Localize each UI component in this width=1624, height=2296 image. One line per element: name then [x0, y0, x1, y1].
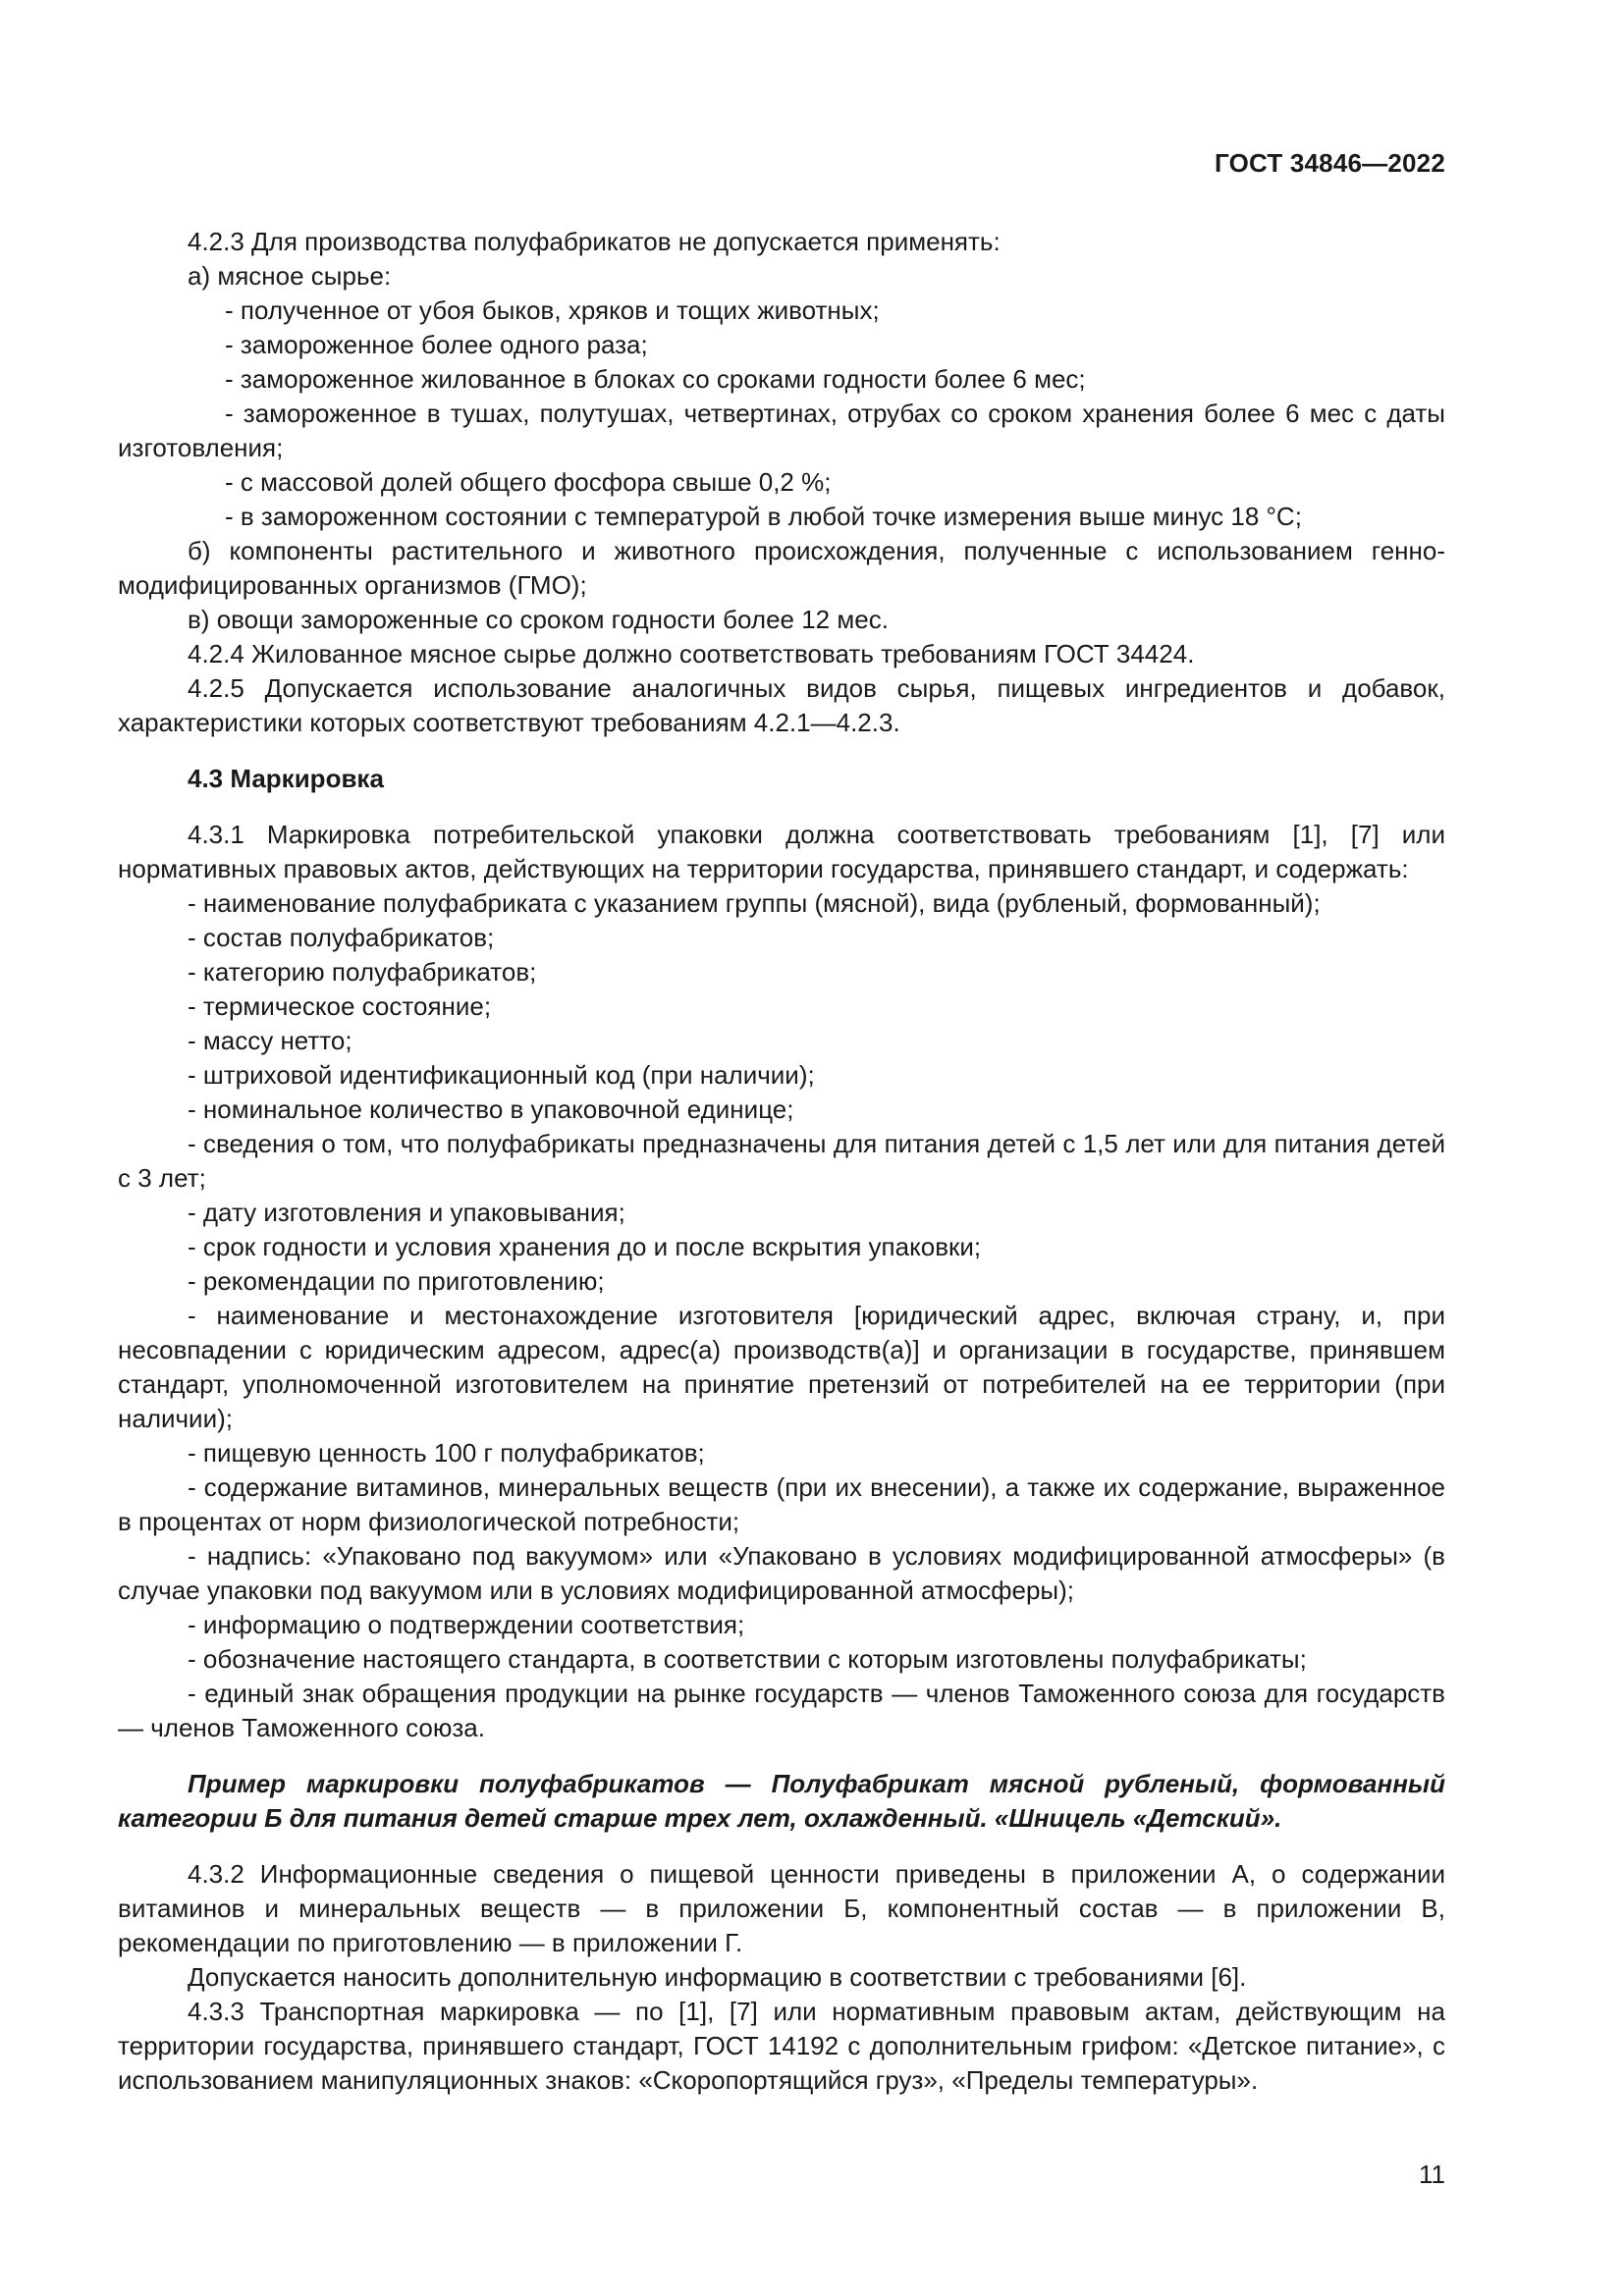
- list-item: - единый знак обращения продукции на рынке государств — членов Таможенного союза для государств — членов Таможенного союза.: [118, 1679, 1445, 1742]
- list-item: - состав полуфабрикатов;: [188, 923, 495, 952]
- document-body: [118, 225, 1445, 2098]
- list-item: - надпись: «Упаковано под вакуумом» или «Упаковано в условиях модифицированной атмосферы» (в случае упаковки под вакуумом или в условиях модифицированной атмосферы);: [118, 1541, 1445, 1605]
- list-item: - с массовой долей общего фосфора свыше 0,2 %;: [225, 467, 832, 497]
- clause-4-2-5: 4.2.5 Допускается использование аналогичных видов сырья, пищевых ингредиентов и добавок, характеристики которых соответствуют требованиям 4.2.1—4.2.3.: [118, 673, 1445, 737]
- list-item: - информацию о подтверждении соответствия;: [188, 1610, 745, 1639]
- list-item: - замороженное в тушах, полутушах, четвертинах, отрубах со сроком хранения более 6 мес с даты изготовления;: [118, 399, 1445, 462]
- list-item: - замороженное более одного раза;: [225, 330, 648, 359]
- list-item-v: в) овощи замороженные со сроком годности более 12 мес.: [188, 605, 889, 634]
- list-item: - дату изготовления и упаковывания;: [188, 1198, 625, 1227]
- clause-4-3-1: 4.3.1 Маркировка потребительской упаковки должна соответствовать требованиям [1], [7] или нормативных правовых актов, действующих на территории государства, принявшего стандарт, и содержать:: [118, 820, 1445, 883]
- list-item: - штриховой идентификационный код (при наличии);: [188, 1060, 815, 1090]
- list-item-b: б) компоненты растительного и животного происхождения, полученные с использованием генно-модифицированных организмов (ГМО);: [118, 536, 1445, 600]
- list-item: - полученное от убоя быков, хряков и тощих животных;: [225, 295, 880, 325]
- list-item: - номинальное количество в упаковочной единице;: [188, 1095, 794, 1124]
- list-item: - наименование полуфабриката с указанием группы (мясной), вида (рубленый, формованный);: [188, 888, 1321, 918]
- document-header: ГОСТ 34846—2022: [1215, 148, 1445, 178]
- clause-4-3-2: 4.3.2 Информационные сведения о пищевой ценности приведены в приложении А, о содержании витаминов и минеральных веществ — в приложении Б, компонентный состав — в приложении В, рекомендации по приготовлению — в приложении Г.: [118, 1859, 1445, 1957]
- list-item: - термическое состояние;: [188, 991, 492, 1021]
- additional-info-paragraph: Допускается наносить дополнительную информацию в соответствии с требованиями [6].: [188, 1962, 1247, 1992]
- list-item: - содержание витаминов, минеральных веществ (при их внесении), а также их содержание, выраженное в процентах от норм физиологической потребности;: [118, 1472, 1445, 1536]
- list-item: - категорию полуфабрикатов;: [188, 957, 537, 987]
- list-item: - массу нетто;: [188, 1026, 352, 1055]
- list-item: - рекомендации по приготовлению;: [188, 1266, 605, 1296]
- clause-4-2-3: 4.2.3 Для производства полуфабрикатов не допускается применять:: [188, 227, 1001, 256]
- list-item: - срок годности и условия хранения до и после вскрытия упаковки;: [188, 1232, 982, 1261]
- section-heading-4-3: 4.3 Маркировка: [188, 764, 384, 793]
- clause-4-2-4: 4.2.4 Жилованное мясное сырье должно соответствовать требованиям ГОСТ 34424.: [188, 639, 1195, 668]
- list-item: - в замороженном состоянии с температурой в любой точке измерения выше минус 18 °С;: [225, 502, 1302, 531]
- list-item: - наименование и местонахождение изготовителя [юридический адрес, включая страну, и, при несовпадении с юридическим адресом, адрес(а) производств(а)] и организации в государстве, принявшем стандарт, уполномоченной изготовителем на принятие претензий от потребителей на ее территории (при наличии);: [118, 1301, 1445, 1433]
- list-label-a: а) мясное сырье:: [188, 261, 392, 291]
- marking-example: Пример маркировки полуфабрикатов — Полуфабрикат мясной рубленый, формованный категории Б для питания детей старше трех лет, охлажденный. «Шницель «Детский».: [118, 1769, 1445, 1833]
- page-number: 11: [1419, 2160, 1445, 2189]
- list-item: - пищевую ценность 100 г полуфабрикатов;: [188, 1438, 705, 1468]
- list-item: - замороженное жилованное в блоках со сроками годности более 6 мес;: [225, 364, 1086, 394]
- clause-4-3-3: 4.3.3 Транспортная маркировка — по [1], [7] или нормативным правовым актам, действующим на территории государства, принявшего стандарт, ГОСТ 14192 с дополнительным грифом: «Детское питание», с использованием манипуляционных знаков: «Скоропортящийся груз», «Пределы температуры».: [118, 1997, 1445, 2095]
- list-item: - сведения о том, что полуфабрикаты предназначены для питания детей с 1,5 лет или для питания детей с 3 лет;: [118, 1129, 1445, 1193]
- list-item: - обозначение настоящего стандарта, в соответствии с которым изготовлены полуфабрикаты;: [188, 1644, 1307, 1674]
